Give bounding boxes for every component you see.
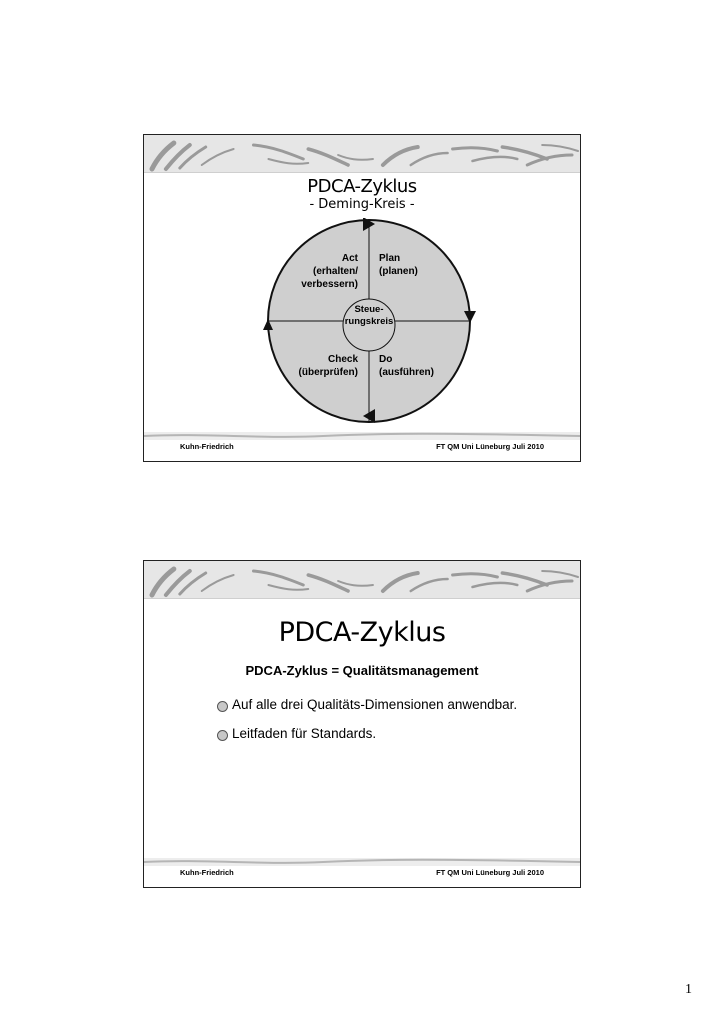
slide-title: PDCA-Zyklus (307, 176, 417, 197)
slide-pdca-quality (143, 560, 581, 888)
bullet-item (217, 697, 517, 726)
bullet-text: Auf alle drei Qualitäts-Dimensionen anwendbar. (232, 697, 518, 712)
bullet-circle-icon (217, 701, 228, 712)
slide-deming-cycle (143, 134, 581, 462)
quadrant-plan-label: Plan (planen) (379, 253, 418, 277)
footer-decoration (144, 858, 580, 866)
page-number: 1 (685, 982, 692, 997)
slide-subtitle: PDCA-Zyklus = Qualitätsmanagement (245, 663, 479, 678)
quadrant-do-label: Do (ausführen) (379, 354, 434, 378)
footer-course: FT QM Uni Lüneburg Juli 2010 (436, 442, 544, 451)
slide-banner-decoration (144, 561, 580, 599)
footer-author: Kuhn-Friedrich (180, 868, 234, 877)
bullet-text: Leitfaden für Standards. (232, 726, 377, 741)
center-label: Steue- rungskreis (344, 304, 394, 327)
slide-subtitle: - Deming-Kreis - (309, 197, 415, 212)
slide-banner-decoration (144, 135, 580, 173)
pdca-circle-diagram (262, 218, 476, 424)
quadrant-act-label: Act (erhalten/ verbessern) (301, 253, 358, 290)
bullet-list (217, 697, 517, 755)
quadrant-check-label: Check (überprüfen) (298, 354, 358, 378)
footer-author: Kuhn-Friedrich (180, 442, 234, 451)
slide-title: PDCA-Zyklus (278, 617, 446, 648)
footer-course: FT QM Uni Lüneburg Juli 2010 (436, 868, 544, 877)
bullet-circle-icon (217, 730, 228, 741)
bullet-item (217, 726, 517, 755)
footer-decoration (144, 432, 580, 440)
